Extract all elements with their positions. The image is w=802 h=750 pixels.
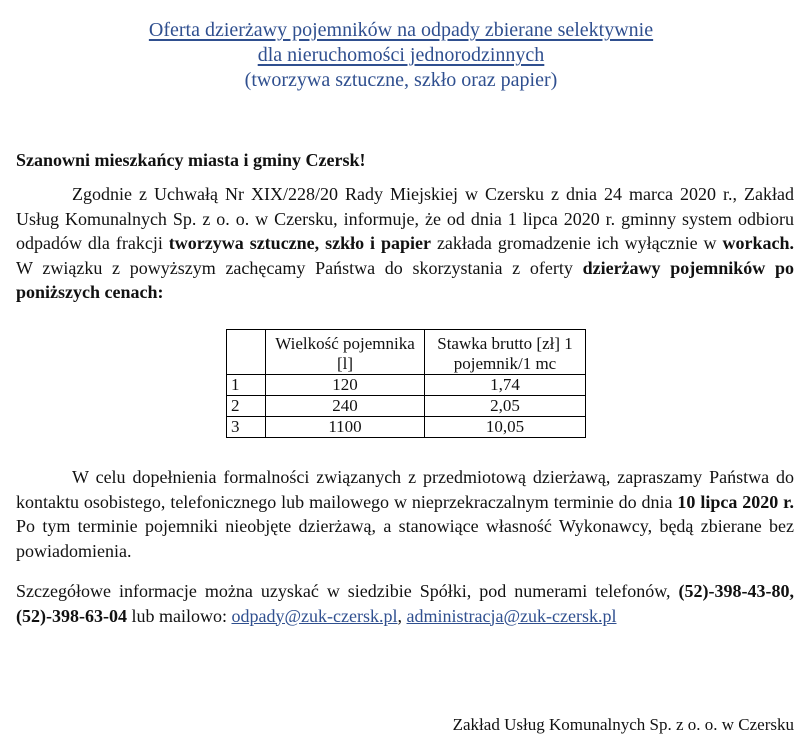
table-cell-size: 1100: [266, 417, 425, 438]
deadline-date: 10 lipca 2020 r.: [677, 491, 794, 512]
intro-bold-bags: workach.: [722, 233, 794, 253]
intro-paragraph: [16, 182, 794, 305]
table-header-rate: Stawka brutto [zł] 1 pojemnik/1 mc: [425, 330, 586, 375]
table-row: [227, 417, 586, 438]
signature: Zakład Usług Komunalnych Sp. z o. o. w Czersku: [452, 715, 794, 734]
table-cell-index: 2: [227, 396, 266, 417]
table-cell-rate: 10,05: [425, 417, 586, 438]
email-link-odpady[interactable]: odpady@zuk-czersk.pl: [231, 605, 398, 626]
document-title: [0, 18, 802, 93]
table-header-index: [227, 330, 266, 375]
table-row: [227, 396, 586, 417]
contact-text-1: Szczegółowe informacje można uzyskać w siedzibie Spółki, pod numerami telefonów,: [16, 581, 679, 601]
phone-numbers: (52)-398-43-80, (52)-398-63-04: [16, 581, 794, 626]
table-header-row: [227, 330, 586, 375]
title-line-1: Oferta dzierżawy pojemników na odpady zbierane selektywnie: [148, 19, 654, 41]
intro-bold-fractions: tworzywa sztuczne, szkło i papier: [168, 233, 431, 253]
price-table: [226, 329, 586, 438]
table-cell-size: 240: [266, 396, 425, 417]
table-cell-size: 120: [266, 375, 425, 396]
intro-text-3: W związku z powyższym zachęcamy Państwa do skorzystania z oferty: [16, 257, 583, 278]
contact-text-2: lub mailowo:: [126, 605, 232, 626]
contact-paragraph: [16, 579, 794, 628]
intro-text-2: zakłada gromadzenie ich wyłącznie w: [431, 233, 723, 253]
deadline-paragraph: [16, 465, 794, 563]
table-cell-rate: 2,05: [425, 396, 586, 417]
greeting: Szanowni mieszkańcy miasta i gminy Czersk!: [16, 150, 366, 170]
title-line-3: (tworzywa sztuczne, szkło oraz papier): [244, 69, 558, 91]
intro-bold-offer: dzierżawy pojemników po poniższych cenach:: [16, 257, 794, 302]
deadline-text-1: W celu dopełnienia formalności związanych z przedmiotową dzierżawą, zapraszamy Państwa do kontaktu osobistego, telefonicznego lub mailowego w nieprzekraczalnym terminie do dnia: [16, 467, 794, 512]
table-header-size: Wielkość pojemnika [l]: [266, 330, 425, 375]
table-cell-rate: 1,74: [425, 375, 586, 396]
deadline-text-2: Po tym terminie pojemniki nieobjęte dzierżawą, a stanowiące własność Wykonawcy, będą zbierane bez powiadomienia.: [16, 516, 794, 561]
email-separator: ,: [397, 605, 407, 626]
email-link-administracja[interactable]: administracja@zuk-czersk.pl: [406, 605, 617, 626]
table-cell-index: 1: [227, 375, 266, 396]
table-row: [227, 375, 586, 396]
title-line-2: dla nieruchomości jednorodzinnych: [257, 44, 545, 66]
intro-text-1: Zgodnie z Uchwałą Nr XIX/228/20 Rady Miejskiej w Czersku z dnia 24 marca 2020 r., Zakład Usług Komunalnych Sp. z o. o. w Czersku, informuje, że od dnia 1 lipca 2020 r. gminny system odbioru odpadów dla frakcji: [16, 184, 794, 253]
table-cell-index: 3: [227, 417, 266, 438]
